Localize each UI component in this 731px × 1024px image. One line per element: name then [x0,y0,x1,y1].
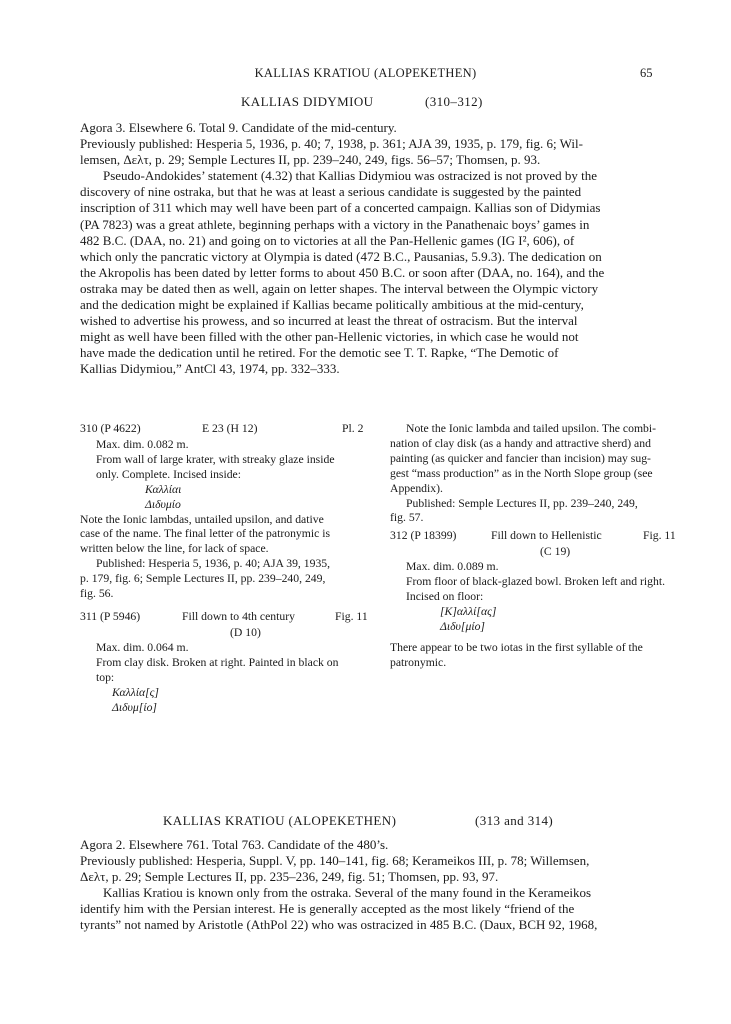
entry-311-note: painting (as quicker and fancier than incision) may sug- [390,451,651,465]
entry-311-published: Published: Semple Lectures II, pp. 239–240, 249, [406,496,638,510]
entry-312-description: Incised on floor: [406,590,484,604]
entry-312-inscription: Διδυ[μίο] [440,619,485,633]
section1-paragraph-line: which only the pancratic victory at Olympia is dated (472 B.C., Pausanias, 5.9.3). The dedication on [80,248,602,264]
section2-paragraph-line: identify him with the Persian interest. He is generally accepted as the most likely “friend of the [80,901,575,917]
section2-published-line: Previously published: Hesperia, Suppl. V, pp. 140–141, fig. 68; Kerameikos III, p. 78; Willemsen, [80,853,590,869]
entry-312-header [390,529,680,545]
page-number: 65 [640,66,653,80]
section1-paragraph-line: Kallias Didymiou,” AntCl 43, 1974, pp. 332–333. [80,361,340,377]
entry-310-description: only. Complete. Incised inside: [96,467,241,481]
entry-312-context: Fill down to Hellenistic [491,529,602,543]
section1-paragraph-line: might as well have been filled with the other pan-Hellenic victories, in which case he would not [80,329,579,345]
running-head: KALLIAS KRATIOU (ALOPEKETHEN) [254,66,477,80]
entry-311-context: Fill down to 4th century [182,609,295,623]
section1-paragraph-line: the Akropolis has been dated by letter forms to about 450 B.C. or soon after (DAA, no. 164), and the [80,264,605,280]
section1-paragraph-line: ostraka may be dated then as well, again on letter shapes. The interval between the Olympic victory [80,280,599,296]
entry-311-note: gest “mass production” as in the North Slope group (see [390,466,653,480]
section1-paragraph-line: have made the dedication until he retired. For the demotic see T. T. Rapke, “The Demotic of [80,345,559,361]
entry-311-note: nation of clay disk (as a handy and attractive sherd) and [390,436,651,450]
entry-311-inscription: Διδυμ[ίο] [112,700,157,714]
catalogue-right-column [390,422,680,671]
entry-311-published: fig. 57. [390,511,424,525]
entry-310-description: From wall of large krater, with streaky glaze inside [96,452,335,466]
section1-paragraph-line: Pseudo-Andokides’ statement (4.32) that Kallias Didymiou was ostracized is not proved by the [103,168,598,184]
entry-310-published: p. 179, fig. 6; Semple Lectures II, pp. 239–240, 249, [80,572,326,586]
entry-312-inscription: [Κ]αλλί[ας] [440,604,497,618]
entry-310-note: case of the name. The final letter of the patronymic is [80,527,330,541]
section-heading-kallias-kratiou: KALLIAS KRATIOU (ALOPEKETHEN) [163,813,397,828]
section1-paragraph-line: (PA 7823) was a great athlete, beginning perhaps with a victory in the Panathenaic boys’ games in [80,216,590,232]
entry-310-dimension: Max. dim. 0.082 m. [96,438,189,451]
section1-paragraph-line: inscription of 311 which may well have been part of a concerted campaign. Kallias son of Didymias [80,200,601,216]
entry-312-note: There appear to be two iotas in the first syllable of the [390,640,643,654]
section2-paragraph-line: Kallias Kratiou is known only from the ostraka. Several of the many found in the Kerameikos [103,885,592,901]
entry-311-dimension: Max. dim. 0.064 m. [96,640,189,654]
entry-311-header [80,610,370,626]
section2-heading-numbers: (313 and 314) [475,813,554,828]
entry-311-inscription: Καλλία[ς] [112,685,159,699]
entry-311-description: top: [96,670,115,684]
catalogue-left-column [80,422,370,715]
entry-312-figure: Fig. 11 [643,529,676,543]
entry-310-inscription: Καλλίαι [145,482,182,496]
entry-311-number: 311 (P 5946) [80,609,141,623]
section2-published-line: Δελτ, p. 29; Semple Lectures II, pp. 235–236, 249, fig. 51; Thomsen, pp. 93, 97. [80,869,499,885]
section1-paragraph-line: discovery of nine ostraka, but that he was at least a serious candidate is suggested by the painted [80,184,582,200]
section1-paragraph-line: wished to advertise his prowess, and so incurred at least the threat of ostracism. But the interval [80,313,578,329]
entry-311-note: Note the Ionic lambda and tailed upsilon. The combi- [406,422,657,435]
entry-312-number: 312 (P 18399) [390,529,457,543]
section-heading-kallias-didymiou [241,94,373,110]
entry-310-note: Note the Ionic lambdas, untailed upsilon, and dative [80,512,324,526]
entry-311-context-grid: (D 10) [230,625,261,639]
entry-311-figure: Fig. 11 [335,609,368,623]
section1-stats: Agora 3. Elsewhere 6. Total 9. Candidate of the mid-century. [80,120,397,135]
entry-310-note: written below the line, for lack of space. [80,542,269,556]
entry-311-description: From clay disk. Broken at right. Painted in black on [96,655,339,669]
section1-published-line: lemsen, Δελτ, p. 29; Semple Lectures II, pp. 239–240, 249, figs. 56–57; Thomsen, p. 93. [80,152,541,168]
entry-311-note: Appendix). [390,481,443,495]
section2-body [80,837,680,934]
entry-310-plate: Pl. 2 [342,422,364,435]
entry-310-published: Published: Hesperia 5, 1936, p. 40; AJA 39, 1935, [96,557,331,571]
entry-310-location: E 23 (H 12) [202,422,258,435]
section2-paragraph-line: tyrants” not named by Aristotle (AthPol 22) who was ostracized in 485 B.C. (Daux, BCH 92, 1968, [80,917,598,933]
entry-310-header [80,422,370,438]
section1-paragraph-line: and the dedication might be explained if Kallias became politically ambitious at the mid-century, [80,297,584,313]
section-heading-name: KALLIAS DIDYMIOU [241,94,374,109]
entry-312-note: patronymic. [390,655,447,669]
section2-stats: Agora 2. Elsewhere 761. Total 763. Candidate of the 480’s. [80,837,389,852]
section-heading-numbers: (310–312) [425,94,483,109]
section1-body [80,120,680,378]
entry-310-number: 310 (P 4622) [80,422,141,435]
entry-312-description: From floor of black-glazed bowl. Broken left and right. [406,575,666,589]
entry-312-dimension: Max. dim. 0.089 m. [406,560,499,574]
entry-310-published: fig. 56. [80,587,114,601]
section1-paragraph-line: 482 B.C. (DAA, no. 21) and going on to victories at all the Pan-Hellenic games (IG I², 606), of [80,232,575,248]
section1-published-line: Previously published: Hesperia 5, 1936, p. 40; 7, 1938, p. 361; AJA 39, 1935, p. 179, fig. 6; Wil- [80,136,583,152]
entry-310-inscription: Διδυμίο [145,497,181,511]
entry-312-context-grid: (C 19) [540,545,571,559]
